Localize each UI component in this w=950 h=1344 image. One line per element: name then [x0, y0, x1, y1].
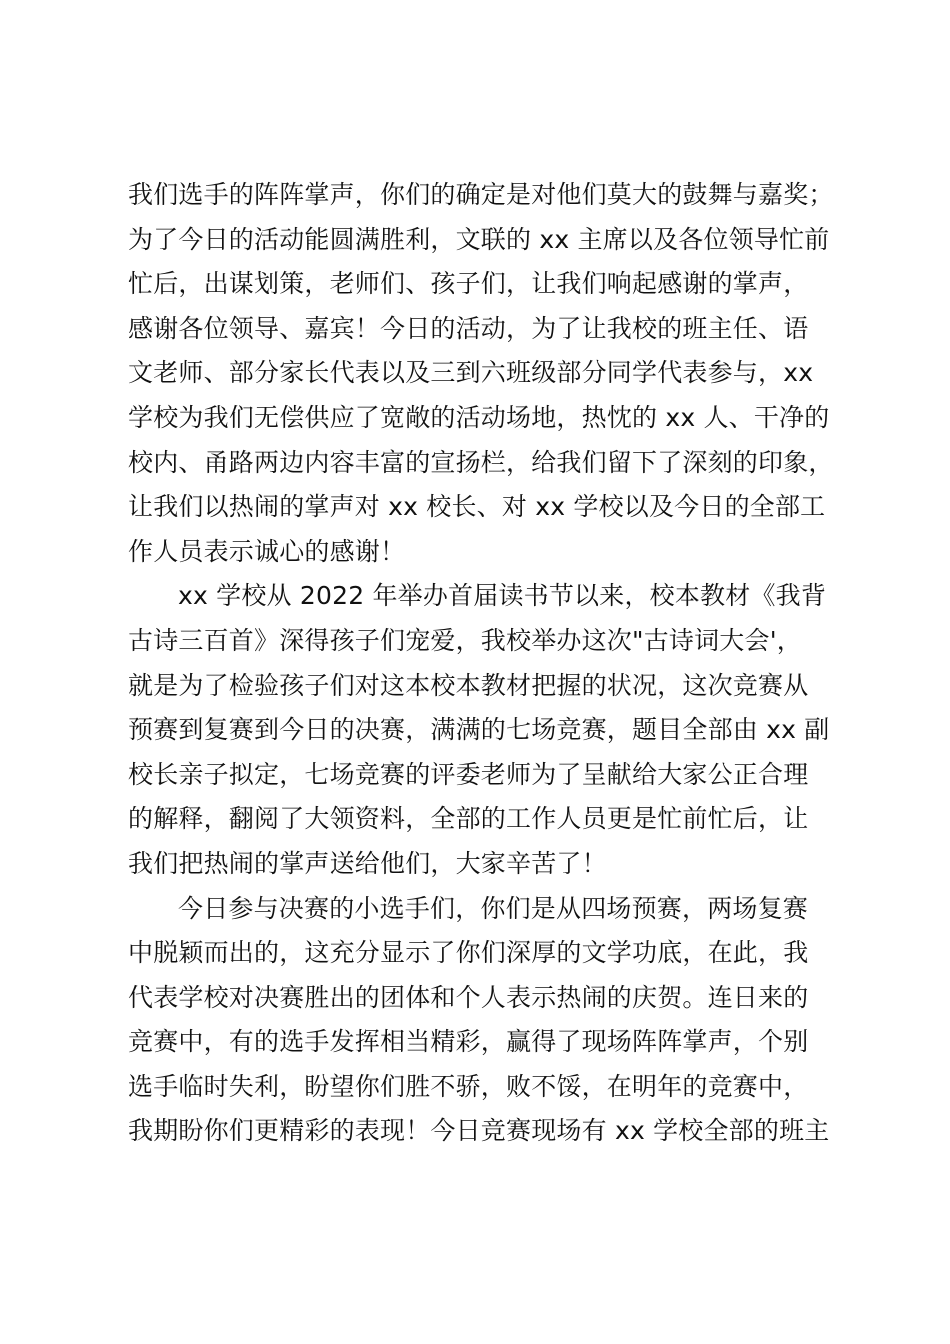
- document-body: [128, 173, 848, 1154]
- text-line: 中脱颖而出的，这充分显示了你们深厚的文学功底，在此，我: [128, 938, 809, 968]
- text-line: 竞赛中，有的选手发挥相当精彩，赢得了现场阵阵掌声，个别: [128, 1027, 809, 1057]
- text-line: 校长亲子拟定，七场竞赛的评委老师为了呈献给大家公正合理: [128, 759, 809, 789]
- paragraph-first-line: xx 学校从 2022 年举办首届读书节以来，校本教材《我背: [178, 581, 827, 611]
- text-line: 忙后，出谋划策，老师们、孩子们，让我们响起感谢的掌声，: [128, 269, 809, 299]
- text-line: 让我们以热闹的掌声对 xx 校长、对 xx 学校以及今日的全部工: [128, 492, 826, 522]
- paragraph-first-line: 今日参与决赛的小选手们，你们是从四场预赛，两场复赛: [178, 893, 809, 923]
- text-line: 选手临时失利，盼望你们胜不骄，败不馁，在明年的竞赛中，: [128, 1071, 809, 1101]
- text-line: 就是为了检验孩子们对这本校本教材把握的状况，这次竞赛从: [128, 670, 809, 700]
- text-line: 文老师、部分家长代表以及三到六班级部分同学代表参与，xx: [128, 358, 814, 388]
- text-line: 感谢各位领导、嘉宾！今日的活动，为了让我校的班主任、语: [128, 313, 809, 343]
- text-line: 预赛到复赛到今日的决赛，满满的七场竞赛，题目全部由 xx 副: [128, 715, 830, 745]
- text-line: 作人员表示诚心的感谢！: [128, 536, 406, 566]
- text-line: 的解释，翻阅了大领资料，全部的工作人员更是忙前忙后，让: [128, 804, 809, 834]
- text-line: 我期盼你们更精彩的表现！今日竞赛现场有 xx 学校全部的班主: [128, 1116, 830, 1146]
- text-line: 代表学校对决赛胜出的团体和个人表示热闹的庆贺。连日来的: [128, 982, 809, 1012]
- text-line: 古诗三百首》深得孩子们宠爱，我校举办这次"古诗词大会'，: [128, 625, 802, 655]
- text-line: 校内、甬路两边内容丰富的宣扬栏，给我们留下了深刻的印象，: [128, 447, 834, 477]
- text-line: 我们把热闹的掌声送给他们，大家辛苦了！: [128, 848, 607, 878]
- text-line: 为了今日的活动能圆满胜利，文联的 xx 主席以及各位领导忙前: [128, 224, 830, 254]
- text-line: 学校为我们无偿供应了宽敞的活动场地，热忱的 xx 人、干净的: [128, 402, 830, 432]
- text-line: 我们选手的阵阵掌声，你们的确定是对他们莫大的鼓舞与嘉奖；: [128, 180, 834, 209]
